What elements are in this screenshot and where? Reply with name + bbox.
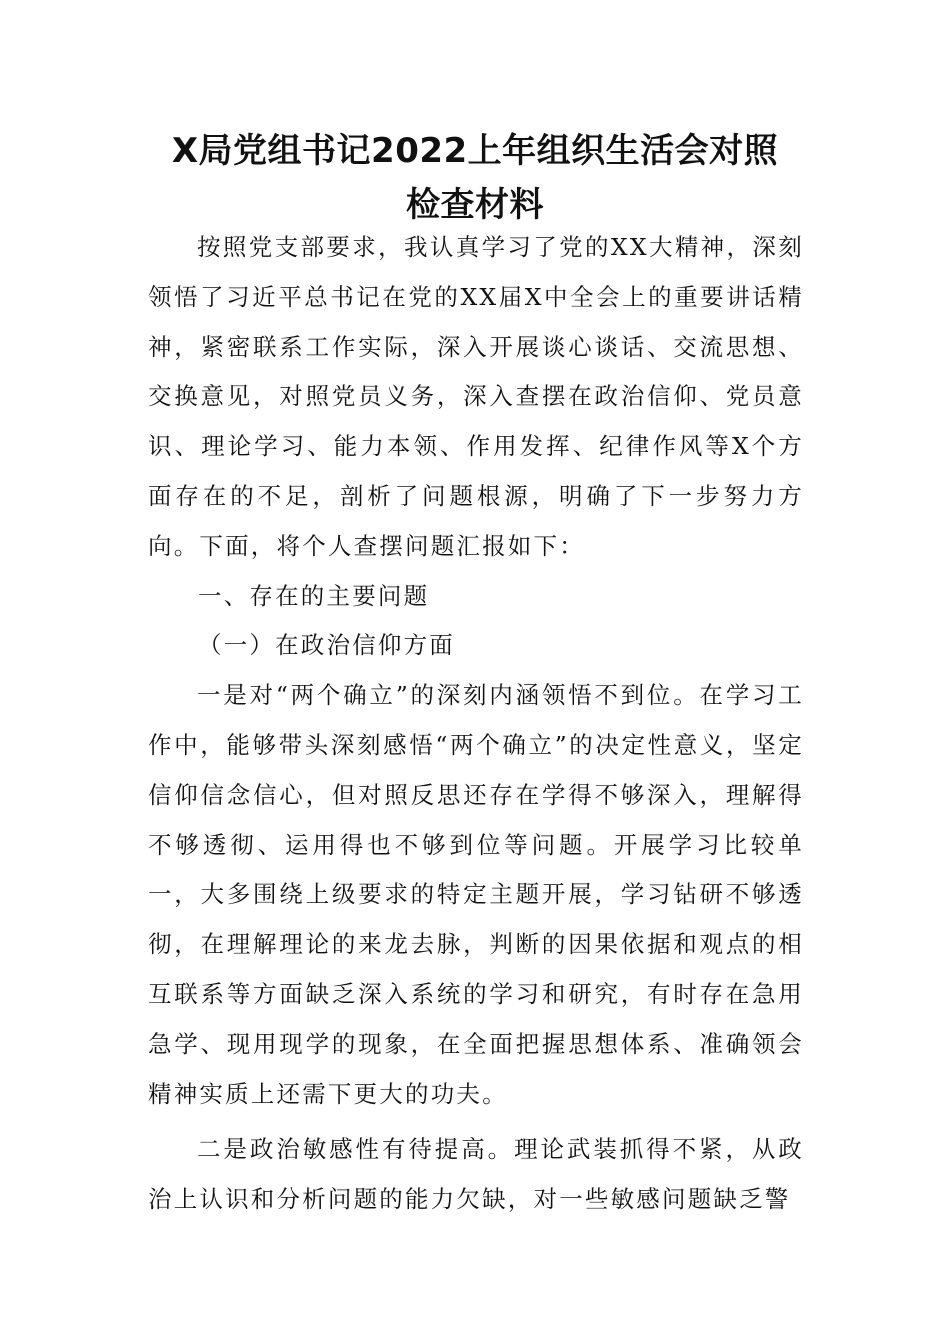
section-heading: 一、存在的主要问题 — [198, 581, 430, 610]
paragraph-1: 一是对“两个确立”的深刻内涵领悟不到位。在学习工作中，能够带头深刻感悟“两个确立”的决定性意义，坚定信仰信念信心，但对照反思还存在学得不够深入，理解得不够透彻、运用得也不够到位等问题。开展学习比较单一，大多围绕上级要求的特定主题开展，学习钻研不够透彻，在理解理论的来龙去脉，判断的因果依据和观点的相互联系等方面缺乏深入系统的学习和研究，有时存在急用急学、现用现学的现象，在全面把握思想体系、准确领会精神实质上还需下更大的功夫。 — [148, 681, 804, 1108]
paragraph-2: 二是政治敏感性有待提高。理论武装抓得不紧，从政治上认识和分析问题的能力欠缺，对一些敏感问题缺乏警 — [148, 1135, 804, 1214]
document-body — [148, 223, 804, 1225]
intro-paragraph: 按照党支部要求，我认真学习了党的XX大精神，深刻领悟了习近平总书记在党的XX届X中全会上的重要讲话精神，紧密联系工作实际，深入开展谈心谈话、交流思想、交换意见，对照党员义务，深入查摆在政治信仰、党员意识、理论学习、能力本领、作用发挥、纪律作风等X个方面存在的不足，剖析了问题根源，明确了下一步努力方向。下面，将个人查摆问题汇报如下： — [148, 233, 804, 560]
document-title-line2: 检查材料 — [406, 185, 544, 225]
subsection-heading: （一）在政治信仰方面 — [198, 631, 455, 660]
document-title-line1: X局党组书记2022上年组织生活会对照 — [171, 131, 779, 171]
